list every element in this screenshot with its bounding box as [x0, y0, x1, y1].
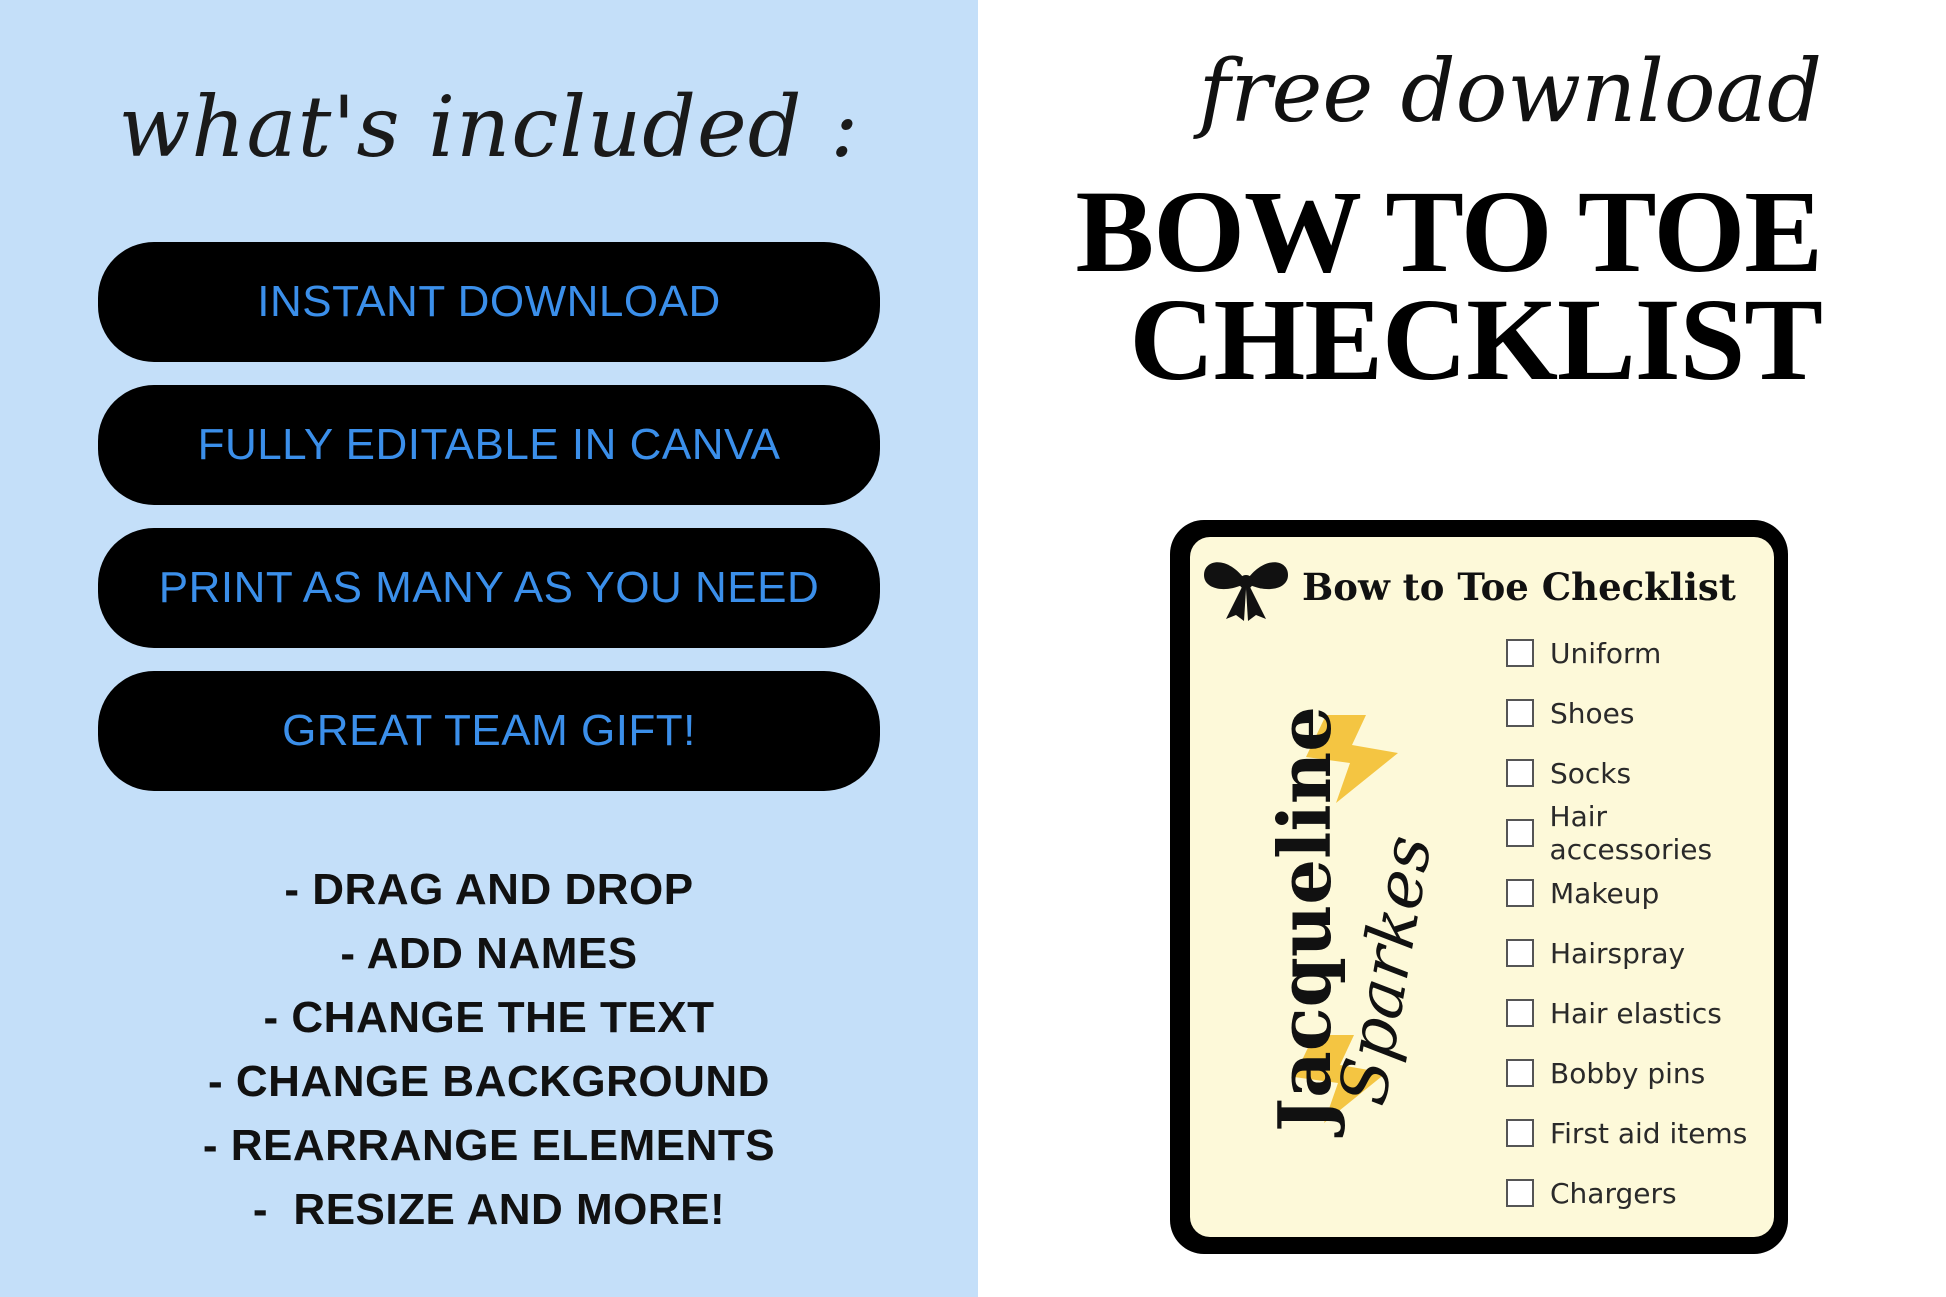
feature-item: - CHANGE THE TEXT — [263, 993, 715, 1042]
checklist — [1506, 623, 1774, 1223]
checkbox[interactable] — [1506, 939, 1534, 967]
checkbox[interactable] — [1506, 759, 1534, 787]
bow-icon — [1198, 551, 1294, 623]
checklist-item-label: Makeup — [1550, 876, 1660, 910]
checklist-item — [1506, 800, 1774, 866]
checklist-item — [1506, 623, 1774, 683]
checklist-item-label: Shoes — [1550, 696, 1635, 730]
checklist-item-label: Bobby pins — [1550, 1056, 1706, 1090]
checklist-item-label: Hair elastics — [1550, 996, 1722, 1030]
checkbox[interactable] — [1506, 1179, 1534, 1207]
checklist-item-label: First aid items — [1550, 1116, 1748, 1150]
player-name: Jacqueline — [1262, 706, 1347, 1132]
pill-fully-editable — [98, 385, 880, 505]
checklist-item-label: Hair accessories — [1549, 800, 1713, 866]
checkbox[interactable] — [1506, 699, 1534, 727]
checklist-preview-inner — [1190, 537, 1774, 1237]
checkbox[interactable] — [1506, 1059, 1534, 1087]
free-download-subtitle: free download — [1198, 42, 1822, 142]
checklist-item-label: Hairspray — [1550, 936, 1686, 970]
checklist-item — [1506, 1163, 1774, 1223]
checklist-item — [1506, 923, 1774, 983]
checklist-preview-card — [1170, 520, 1788, 1254]
feature-list — [0, 858, 978, 1242]
card-title: Bow to Toe Checklist — [1302, 565, 1736, 609]
checklist-item-label: Uniform — [1550, 636, 1662, 670]
checkbox[interactable] — [1506, 879, 1534, 907]
feature-item: - REARRANGE ELEMENTS — [202, 1121, 776, 1170]
main-title — [1075, 166, 1822, 405]
whats-included-heading: what's included : — [118, 78, 860, 176]
player-nickname: Sparkes — [1324, 829, 1447, 1111]
pill-instant-download — [98, 242, 880, 362]
checklist-item — [1506, 1103, 1774, 1163]
pill-label: FULLY EDITABLE IN CANVA — [197, 420, 781, 469]
feature-item: - DRAG AND DROP — [284, 865, 694, 914]
checklist-item — [1506, 683, 1774, 743]
pill-label: PRINT AS MANY AS YOU NEED — [158, 563, 820, 612]
feature-item: - RESIZE AND MORE! — [252, 1185, 726, 1234]
pill-label: GREAT TEAM GIFT! — [282, 706, 696, 755]
title-line-1: BOW TO TOE — [1075, 166, 1822, 297]
checklist-item — [1506, 863, 1774, 923]
pill-print-many — [98, 528, 880, 648]
checklist-item — [1506, 743, 1774, 803]
pill-label: INSTANT DOWNLOAD — [257, 277, 721, 326]
checkbox[interactable] — [1506, 819, 1534, 847]
checkbox[interactable] — [1506, 999, 1534, 1027]
checklist-item — [1506, 983, 1774, 1043]
feature-item: - CHANGE BACKGROUND — [208, 1057, 770, 1106]
checklist-item — [1506, 1043, 1774, 1103]
feature-item: - ADD NAMES — [340, 929, 638, 978]
title-line-2: CHECKLIST — [1129, 274, 1822, 405]
checkbox[interactable] — [1506, 639, 1534, 667]
pill-team-gift — [98, 671, 880, 791]
checkbox[interactable] — [1506, 1119, 1534, 1147]
checklist-item-label: Socks — [1550, 756, 1632, 790]
checklist-item-label: Chargers — [1550, 1176, 1677, 1210]
